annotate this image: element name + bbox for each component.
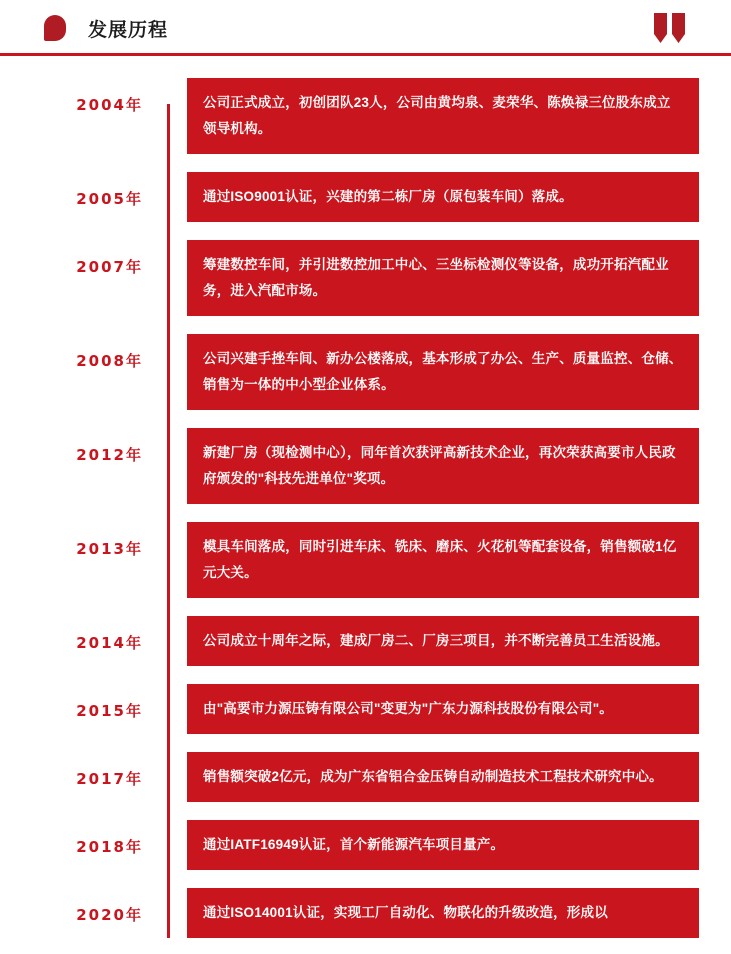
timeline-axis [167, 104, 170, 938]
timeline-year: 2017年 [76, 770, 143, 788]
timeline-text: 公司成立十周年之际，建成厂房二、厂房三项目，并不断完善员工生活设施。 [187, 616, 699, 666]
timeline-text: 模具车间落成，同时引进车床、铣床、磨床、火花机等配套设备，销售额破1亿元大关。 [187, 522, 699, 598]
timeline [0, 56, 731, 938]
timeline-entry [0, 820, 699, 870]
timeline-text: 通过ISO9001认证，兴建的第二栋厂房（原包装车间）落成。 [187, 172, 699, 222]
timeline-year: 2008年 [76, 352, 143, 370]
timeline-text: 筹建数控车间，并引进数控加工中心、三坐标检测仪等设备，成功开拓汽配业务，进入汽配市场。 [187, 240, 699, 316]
timeline-entry [0, 240, 699, 316]
timeline-text: 通过IATF16949认证，首个新能源汽车项目量产。 [187, 820, 699, 870]
timeline-year: 2015年 [76, 702, 143, 720]
timeline-entry [0, 428, 699, 504]
quote-bar-left [654, 13, 667, 43]
timeline-year: 2013年 [76, 540, 143, 558]
timeline-entry [0, 616, 699, 666]
red-quote-icon [654, 13, 685, 43]
timeline-text: 销售额突破2亿元，成为广东省铝合金压铸自动制造技术工程技术研究中心。 [187, 752, 699, 802]
timeline-entry [0, 752, 699, 802]
timeline-entry [0, 684, 699, 734]
timeline-text: 通过ISO14001认证，实现工厂自动化、物联化的升级改造，形成以 [187, 888, 699, 938]
page-header [0, 0, 731, 56]
timeline-year: 2012年 [76, 446, 143, 464]
timeline-entry [0, 334, 699, 410]
timeline-entry [0, 522, 699, 598]
timeline-year: 2005年 [76, 190, 143, 208]
timeline-year: 2007年 [76, 258, 143, 276]
timeline-year: 2018年 [76, 838, 143, 856]
red-rounded-mark-icon [44, 15, 66, 41]
timeline-text: 公司正式成立，初创团队23人，公司由黄均泉、麦荣华、陈焕禄三位股东成立领导机构。 [187, 78, 699, 154]
timeline-entry [0, 78, 699, 154]
timeline-year: 2004年 [76, 96, 143, 114]
quote-bar-right [672, 13, 685, 43]
timeline-text: 新建厂房（现检测中心），同年首次获评高新技术企业，再次荣获高要市人民政府颁发的"科技先进单位"奖项。 [187, 428, 699, 504]
page-title: 发展历程 [88, 19, 169, 41]
timeline-year: 2020年 [76, 906, 143, 924]
timeline-text: 公司兴建手挫车间、新办公楼落成，基本形成了办公、生产、质量监控、仓储、销售为一体的中小型企业体系。 [187, 334, 699, 410]
timeline-text: 由"高要市力源压铸有限公司"变更为"广东力源科技股份有限公司"。 [187, 684, 699, 734]
timeline-entry [0, 172, 699, 222]
timeline-year: 2014年 [76, 634, 143, 652]
timeline-entry [0, 888, 699, 938]
